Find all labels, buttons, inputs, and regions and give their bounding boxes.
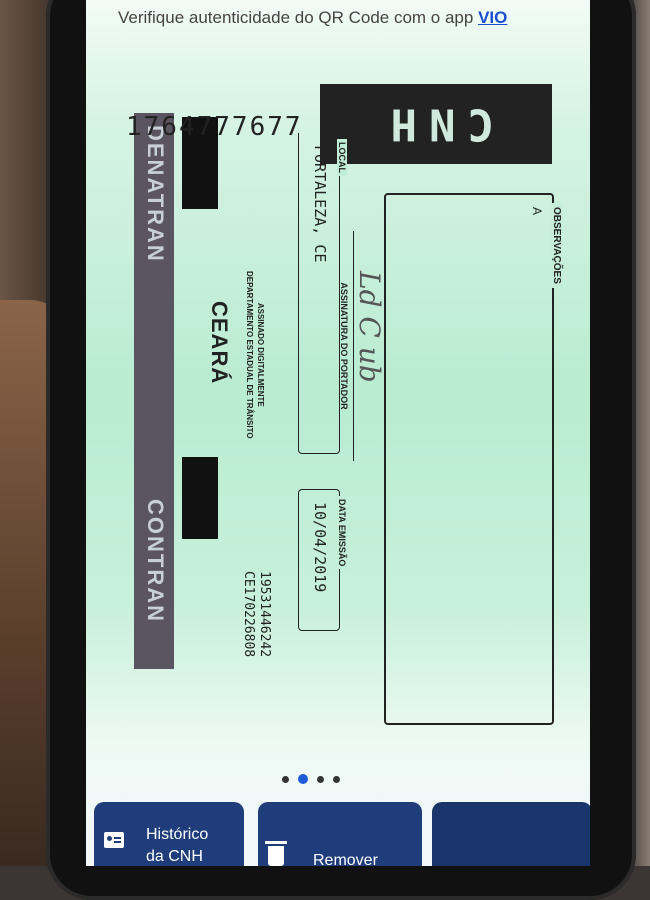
data-emissao-label: DATA EMISSÃO: [337, 496, 347, 569]
historico-label: [146, 824, 208, 866]
carousel-dot[interactable]: [282, 776, 289, 783]
carousel-dots: [282, 774, 340, 784]
remove-label: Remover: [313, 852, 378, 866]
document-code-1: 19531446242: [257, 571, 272, 658]
verify-link[interactable]: VIO: [478, 8, 508, 27]
historico-line2: da CNH: [146, 848, 203, 865]
redaction-block: [182, 457, 218, 539]
signed-line2: DEPARTAMENTO ESTADUAL DE TRÂNSITO: [245, 271, 254, 439]
verify-instruction: [118, 8, 507, 28]
carousel-dot[interactable]: [333, 776, 340, 783]
local-value: FORTALEZA, CE: [311, 145, 329, 263]
agency-bar: [134, 113, 174, 669]
signature-image: Ld C ub: [353, 271, 386, 383]
trash-icon: [268, 846, 284, 866]
document-number: 1764777677: [126, 112, 303, 142]
carousel-dot[interactable]: [317, 776, 324, 783]
signed-digitally-text: [244, 271, 266, 439]
observacoes-label: OBSERVAÇÕES: [551, 203, 562, 288]
signature-label: ASSINATURA DO PORTADOR: [339, 231, 354, 461]
phone-screen: [86, 0, 590, 866]
signed-line1: ASSINADO DIGITALMENTE: [256, 302, 265, 407]
remove-button[interactable]: [258, 802, 422, 866]
id-card-icon: [104, 832, 124, 848]
data-emissao-box: [298, 489, 347, 631]
document-code-2: CE170226808: [241, 571, 256, 658]
denatran-label: DENATRAN: [143, 125, 168, 263]
carousel-dot-active[interactable]: [298, 774, 308, 784]
data-emissao-value: 10/04/2019: [311, 502, 329, 593]
third-button[interactable]: [432, 802, 590, 866]
verify-text: Verifique autenticidade do QR Code com o app: [118, 8, 474, 27]
state-name: CEARÁ: [207, 301, 232, 385]
observacoes-value: A: [530, 207, 544, 216]
historico-line1: Histórico: [146, 826, 209, 843]
local-label: LOCAL: [337, 139, 347, 176]
cnh-logo: CNH: [320, 84, 552, 164]
historico-cnh-button[interactable]: [94, 802, 244, 866]
contran-label: CONTRAN: [143, 499, 168, 623]
observacoes-box: [384, 193, 562, 725]
cnh-document: [118, 98, 562, 691]
